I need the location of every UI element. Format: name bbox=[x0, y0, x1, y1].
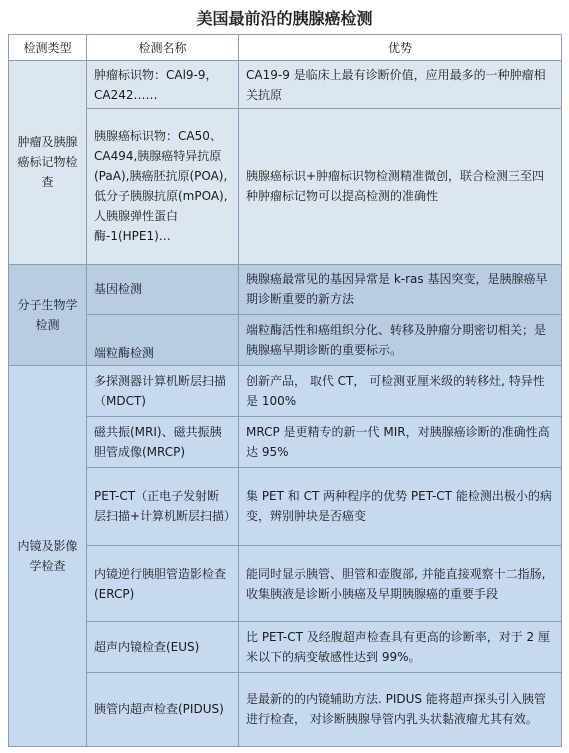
category-imaging: 内镜及影像学检查 bbox=[9, 366, 87, 747]
detection-table bbox=[8, 34, 562, 747]
row-name: 内镜逆行胰胆管造影检查(ERCP) bbox=[87, 545, 239, 621]
row-name: 超声内镜检查(EUS) bbox=[87, 622, 239, 673]
category-tumor: 肿瘤及胰腺癌标记物检查 bbox=[9, 61, 87, 264]
row-name: 胰腺癌标识物：CA50、CA494,胰腺癌特异抗原(PaA),胰癌胚抗原(POA),低分子胰腺抗原(mPOA),人胰腺弹性蛋白酶-1(HPE1)… bbox=[87, 109, 239, 265]
table-row bbox=[9, 315, 562, 366]
header-advantage: 优势 bbox=[239, 35, 562, 61]
row-advantage: MRCP 是更精专的新一代 MIR，对胰腺癌诊断的准确性高达 95% bbox=[239, 416, 562, 467]
row-advantage: 创新产品， 取代 CT， 可检测亚厘米级的转移灶, 特异性是 100% bbox=[239, 366, 562, 417]
table-row bbox=[9, 416, 562, 467]
row-advantage: 是最新的的内镜辅助方法. PIDUS 能将超声探头引入胰管进行检查， 对诊断胰腺导管内乳头状黏液瘤尤其有效。 bbox=[239, 672, 562, 746]
row-advantage: 胰腺癌标识+肿瘤标识物检测精准微创，联合检测三至四种肿瘤标记物可以提高检测的准确性 bbox=[239, 109, 562, 265]
row-advantage: 胰腺癌最常见的基因异常是 k-ras 基因突变，是胰腺癌早期诊断重要的新方法 bbox=[239, 264, 562, 315]
row-name: 端粒酶检测 bbox=[87, 315, 239, 366]
table-row bbox=[9, 622, 562, 673]
row-advantage: CA19-9 是临床上最有诊断价值，应用最多的一种肿瘤相关抗原 bbox=[239, 61, 562, 109]
table-row bbox=[9, 366, 562, 417]
row-advantage: 比 PET-CT 及经腹超声检查具有更高的诊断率，对于 2 厘米以下的病变敏感性达到 99%。 bbox=[239, 622, 562, 673]
row-name: PET-CT（正电子发射断层扫描+计算机断层扫描） bbox=[87, 467, 239, 545]
header-type: 检测类型 bbox=[9, 35, 87, 61]
table-row bbox=[9, 61, 562, 109]
table-row bbox=[9, 467, 562, 545]
row-advantage: 集 PET 和 CT 两种程序的优势 PET-CT 能检测出极小的病变，辨别肿块是否癌变 bbox=[239, 467, 562, 545]
row-name: 胰管内超声检查(PIDUS) bbox=[87, 672, 239, 746]
row-name: 磁共振(MRI)、磁共振胰胆管成像(MRCP) bbox=[87, 416, 239, 467]
row-name: 肿瘤标识物：CAl9-9，CA242…… bbox=[87, 61, 239, 109]
table-row bbox=[9, 545, 562, 621]
table-header-row bbox=[9, 35, 562, 61]
table-row bbox=[9, 109, 562, 265]
page-title: 美国最前沿的胰腺癌检测 bbox=[196, 9, 373, 28]
row-name: 基因检测 bbox=[87, 264, 239, 315]
table-row bbox=[9, 264, 562, 315]
header-name: 检测名称 bbox=[87, 35, 239, 61]
row-name: 多探测器计算机断层扫描（MDCT) bbox=[87, 366, 239, 417]
category-molecular: 分子生物学检测 bbox=[9, 264, 87, 366]
row-advantage: 能同时显示胰管、胆管和壶腹部, 并能直接观察十二指肠, 收集胰液是诊断小胰癌及早期胰腺癌的重要手段 bbox=[239, 545, 562, 621]
table-row bbox=[9, 672, 562, 746]
row-advantage: 端粒酶活性和癌组织分化、转移及肿瘤分期密切相关；是胰腺癌早期诊断的重要标示。 bbox=[239, 315, 562, 366]
